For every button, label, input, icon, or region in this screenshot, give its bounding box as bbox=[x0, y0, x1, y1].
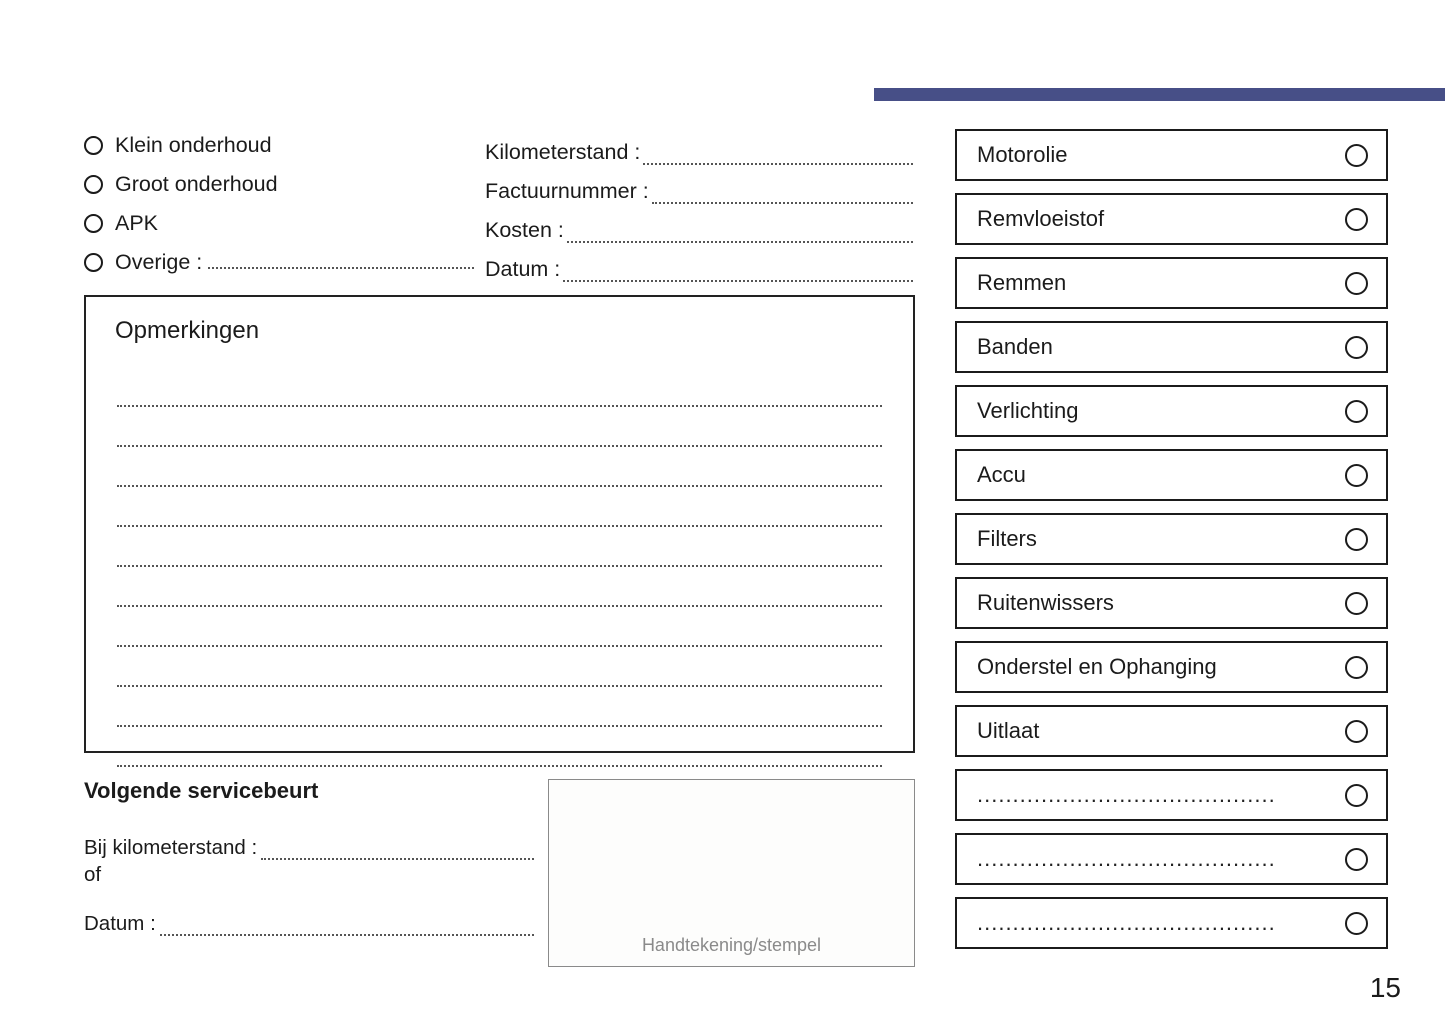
signature-box[interactable] bbox=[548, 779, 915, 967]
radio-icon[interactable] bbox=[84, 253, 103, 272]
field-label: Datum : bbox=[485, 257, 561, 281]
service-type-label: APK bbox=[115, 211, 159, 235]
radio-icon[interactable] bbox=[1345, 656, 1368, 679]
checklist-item-blank-2[interactable] bbox=[955, 833, 1388, 885]
checklist-item-accu[interactable] bbox=[955, 449, 1388, 501]
field-label: Kilometerstand : bbox=[485, 140, 641, 164]
remarks-line[interactable] bbox=[117, 567, 882, 607]
invoice-fields bbox=[485, 126, 913, 282]
checklist-item-label: Accu bbox=[977, 462, 1026, 487]
field-write-line[interactable] bbox=[567, 226, 913, 243]
checklist-item-label: Remvloeistof bbox=[977, 206, 1105, 231]
field-write-line[interactable] bbox=[652, 187, 913, 204]
remarks-line[interactable] bbox=[117, 727, 882, 767]
checklist-item-remvloeistof[interactable] bbox=[955, 193, 1388, 245]
signature-caption: Handtekening/stempel bbox=[641, 935, 822, 955]
checklist-item-label: .......................................... bbox=[977, 910, 1276, 935]
field-kosten bbox=[485, 204, 913, 243]
checklist-item-label: Uitlaat bbox=[977, 718, 1040, 743]
checklist-item-label: Motorolie bbox=[977, 142, 1068, 167]
checklist-item-label: .......................................... bbox=[977, 846, 1276, 871]
remarks-title: Opmerkingen bbox=[115, 317, 260, 344]
radio-icon[interactable] bbox=[1345, 912, 1368, 935]
service-type-label: Overige : bbox=[115, 250, 203, 274]
radio-icon[interactable] bbox=[84, 136, 103, 155]
service-type-option[interactable] bbox=[84, 165, 474, 204]
service-type-option[interactable] bbox=[84, 204, 474, 243]
next-service-section bbox=[84, 778, 534, 936]
radio-icon[interactable] bbox=[1345, 144, 1368, 167]
field-datum bbox=[485, 243, 913, 282]
field-write-line[interactable] bbox=[643, 148, 913, 165]
remarks-box bbox=[84, 295, 915, 753]
header-accent-bar bbox=[874, 88, 1445, 101]
service-type-list bbox=[84, 126, 474, 282]
field-factuurnummer bbox=[485, 165, 913, 204]
remarks-line[interactable] bbox=[117, 367, 882, 407]
checklist-item-label: Verlichting bbox=[977, 398, 1079, 423]
remarks-line[interactable] bbox=[117, 687, 882, 727]
next-service-date-label: Datum : bbox=[84, 912, 156, 935]
checklist-item-remmen[interactable] bbox=[955, 257, 1388, 309]
radio-icon[interactable] bbox=[1345, 272, 1368, 295]
service-type-label: Groot onderhoud bbox=[115, 172, 278, 196]
checklist-item-label: .......................................... bbox=[977, 782, 1276, 807]
field-label: Kosten : bbox=[485, 218, 564, 242]
radio-icon[interactable] bbox=[1345, 848, 1368, 871]
checklist-item-filters[interactable] bbox=[955, 513, 1388, 565]
radio-icon[interactable] bbox=[1345, 336, 1368, 359]
next-service-mileage-label: Bij kilometerstand : bbox=[84, 836, 258, 859]
service-type-write-line[interactable] bbox=[208, 253, 474, 269]
next-service-date-row bbox=[84, 898, 534, 936]
checklist-item-blank-1[interactable] bbox=[955, 769, 1388, 821]
checklist-item-uitlaat[interactable] bbox=[955, 705, 1388, 757]
radio-icon[interactable] bbox=[84, 175, 103, 194]
field-label: Factuurnummer : bbox=[485, 179, 649, 203]
radio-icon[interactable] bbox=[1345, 464, 1368, 487]
checklist-item-banden[interactable] bbox=[955, 321, 1388, 373]
service-type-label: Klein onderhoud bbox=[115, 133, 272, 157]
radio-icon[interactable] bbox=[1345, 592, 1368, 615]
remarks-line[interactable] bbox=[117, 607, 882, 647]
radio-icon[interactable] bbox=[1345, 208, 1368, 231]
page-number: 15 bbox=[1369, 972, 1401, 1003]
field-write-line[interactable] bbox=[563, 265, 913, 282]
checklist-item-verlichting[interactable] bbox=[955, 385, 1388, 437]
remarks-line[interactable] bbox=[117, 447, 882, 487]
checklist-item-label: Banden bbox=[977, 334, 1053, 359]
checklist-item-label: Filters bbox=[977, 526, 1037, 551]
remarks-line[interactable] bbox=[117, 647, 882, 687]
remarks-line[interactable] bbox=[117, 527, 882, 567]
radio-icon[interactable] bbox=[1345, 400, 1368, 423]
next-service-title: Volgende servicebeurt bbox=[84, 778, 319, 803]
checklist-item-label: Remmen bbox=[977, 270, 1067, 295]
remarks-line[interactable] bbox=[117, 407, 882, 447]
radio-icon[interactable] bbox=[84, 214, 103, 233]
radio-icon[interactable] bbox=[1345, 528, 1368, 551]
checklist-item-onderstel-en-ophanging[interactable] bbox=[955, 641, 1388, 693]
service-type-option[interactable] bbox=[84, 126, 474, 165]
field-kilometerstand bbox=[485, 126, 913, 165]
next-service-or-label: of bbox=[84, 863, 102, 886]
service-type-option[interactable] bbox=[84, 243, 474, 282]
checklist-item-ruitenwissers[interactable] bbox=[955, 577, 1388, 629]
inspection-checklist bbox=[955, 129, 1388, 961]
checklist-item-label: Onderstel en Ophanging bbox=[977, 654, 1217, 679]
remarks-lines bbox=[117, 367, 882, 767]
radio-icon[interactable] bbox=[1345, 784, 1368, 807]
remarks-line[interactable] bbox=[117, 487, 882, 527]
checklist-item-label: Ruitenwissers bbox=[977, 590, 1114, 615]
checklist-item-motorolie[interactable] bbox=[955, 129, 1388, 181]
next-service-date-line[interactable] bbox=[160, 920, 534, 936]
radio-icon[interactable] bbox=[1345, 720, 1368, 743]
next-service-mileage-line[interactable] bbox=[261, 844, 534, 860]
checklist-item-blank-3[interactable] bbox=[955, 897, 1388, 949]
next-service-mileage-row bbox=[84, 822, 534, 860]
